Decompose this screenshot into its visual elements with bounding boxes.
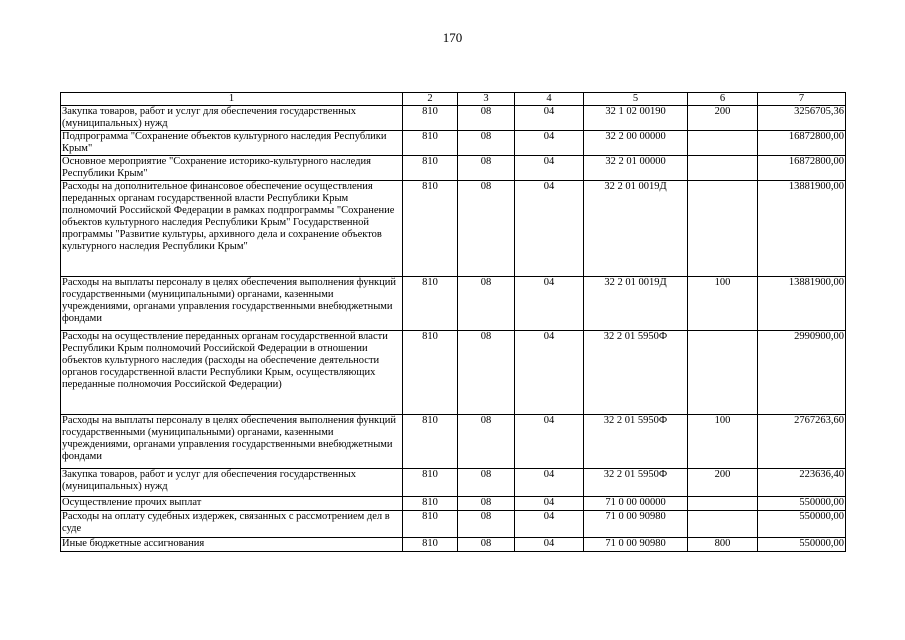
code-expense-type (688, 131, 758, 156)
row-amount: 2767263,60 (758, 415, 846, 469)
code-target-article: 71 0 00 90980 (584, 538, 688, 552)
code-subsection: 04 (515, 277, 584, 331)
row-name: Закупка товаров, работ и услуг для обеспечения государственных (муниципальных) нужд (61, 469, 403, 497)
code-expense-type: 200 (688, 469, 758, 497)
table-row (61, 511, 846, 538)
row-name: Расходы на осуществление переданных органам государственной власти Республики Крым полномочий Российской Федерации в отношении объектов культурного наследия (расходы на обеспечение деятельности органов государственной власти Республики Крым, осуществляющих переданные полномочия Российской Федерации) (61, 331, 403, 415)
page-number: 170 (442, 30, 463, 45)
table-row (61, 156, 846, 181)
row-amount: 16872800,00 (758, 156, 846, 181)
code-subsection: 04 (515, 181, 584, 277)
row-name: Осуществление прочих выплат (61, 497, 403, 511)
column-header: 7 (758, 93, 846, 106)
table-row (61, 131, 846, 156)
code-target-article: 32 2 01 0019Д (584, 181, 688, 277)
code-ministry: 810 (403, 497, 458, 511)
code-section: 08 (458, 156, 515, 181)
code-section: 08 (458, 469, 515, 497)
code-subsection: 04 (515, 415, 584, 469)
code-target-article: 71 0 00 90980 (584, 511, 688, 538)
row-name: Подпрограмма "Сохранение объектов культурного наследия Республики Крым" (61, 131, 403, 156)
code-subsection: 04 (515, 538, 584, 552)
code-section: 08 (458, 277, 515, 331)
row-amount: 550000,00 (758, 538, 846, 552)
row-amount: 550000,00 (758, 497, 846, 511)
column-header: 6 (688, 93, 758, 106)
code-target-article: 32 2 00 00000 (584, 131, 688, 156)
row-name: Иные бюджетные ассигнования (61, 538, 403, 552)
code-subsection: 04 (515, 331, 584, 415)
row-amount: 13881900,00 (758, 181, 846, 277)
code-expense-type: 200 (688, 106, 758, 131)
code-subsection: 04 (515, 106, 584, 131)
code-expense-type: 800 (688, 538, 758, 552)
table-row (61, 181, 846, 277)
code-section: 08 (458, 415, 515, 469)
row-name: Расходы на оплату судебных издержек, связанных с рассмотрением дел в суде (61, 511, 403, 538)
table-row (61, 415, 846, 469)
column-header: 3 (458, 93, 515, 106)
code-ministry: 810 (403, 131, 458, 156)
column-header: 2 (403, 93, 458, 106)
code-ministry: 810 (403, 106, 458, 131)
code-subsection: 04 (515, 469, 584, 497)
table-header-row (61, 93, 846, 106)
code-target-article: 32 1 02 00190 (584, 106, 688, 131)
row-amount: 3256705,36 (758, 106, 846, 131)
table-row (61, 538, 846, 552)
code-subsection: 04 (515, 131, 584, 156)
row-amount: 550000,00 (758, 511, 846, 538)
code-target-article: 32 2 01 5950Ф (584, 331, 688, 415)
code-target-article: 32 2 01 5950Ф (584, 415, 688, 469)
code-section: 08 (458, 511, 515, 538)
code-section: 08 (458, 131, 515, 156)
column-header: 5 (584, 93, 688, 106)
code-expense-type (688, 511, 758, 538)
table-row (61, 331, 846, 415)
column-header: 1 (61, 93, 403, 106)
code-ministry: 810 (403, 277, 458, 331)
code-section: 08 (458, 331, 515, 415)
code-expense-type (688, 331, 758, 415)
code-ministry: 810 (403, 156, 458, 181)
code-target-article: 32 2 01 0019Д (584, 277, 688, 331)
table-row (61, 497, 846, 511)
row-amount: 2990900,00 (758, 331, 846, 415)
table-row (61, 106, 846, 131)
row-amount: 16872800,00 (758, 131, 846, 156)
code-ministry: 810 (403, 538, 458, 552)
code-ministry: 810 (403, 469, 458, 497)
code-expense-type (688, 156, 758, 181)
code-expense-type (688, 181, 758, 277)
code-section: 08 (458, 538, 515, 552)
code-target-article: 71 0 00 00000 (584, 497, 688, 511)
code-expense-type: 100 (688, 415, 758, 469)
code-section: 08 (458, 106, 515, 131)
row-amount: 223636,40 (758, 469, 846, 497)
column-header: 4 (515, 93, 584, 106)
code-subsection: 04 (515, 156, 584, 181)
row-name: Расходы на выплаты персоналу в целях обеспечения выполнения функций государственными (муниципальными) органами, казенными учреждениями, органами управления государственными внебюджетными фондами (61, 415, 403, 469)
code-expense-type (688, 497, 758, 511)
budget-table (60, 92, 846, 552)
row-name: Расходы на выплаты персоналу в целях обеспечения выполнения функций государственными (муниципальными) органами, казенными учреждениями, органами управления государственными внебюджетными фондами (61, 277, 403, 331)
code-section: 08 (458, 181, 515, 277)
row-amount: 13881900,00 (758, 277, 846, 331)
code-ministry: 810 (403, 511, 458, 538)
code-ministry: 810 (403, 331, 458, 415)
code-ministry: 810 (403, 181, 458, 277)
table-row (61, 277, 846, 331)
code-subsection: 04 (515, 511, 584, 538)
code-ministry: 810 (403, 415, 458, 469)
code-section: 08 (458, 497, 515, 511)
row-name: Основное мероприятие "Сохранение историко-культурного наследия Республики Крым" (61, 156, 403, 181)
code-target-article: 32 2 01 00000 (584, 156, 688, 181)
row-name: Расходы на дополнительное финансовое обеспечение осуществления переданных органам государственной власти Республики Крым полномочий Российской Федерации в рамках подпрограммы "Сохранение объектов культурного наследия Республики Крым" Государственной программы "Развитие культуры, архивного дела и сохранение объектов культурного наследия Республики Крым" (61, 181, 403, 277)
code-expense-type: 100 (688, 277, 758, 331)
row-name: Закупка товаров, работ и услуг для обеспечения государственных (муниципальных) нужд (61, 106, 403, 131)
code-target-article: 32 2 01 5950Ф (584, 469, 688, 497)
code-subsection: 04 (515, 497, 584, 511)
table-row (61, 469, 846, 497)
